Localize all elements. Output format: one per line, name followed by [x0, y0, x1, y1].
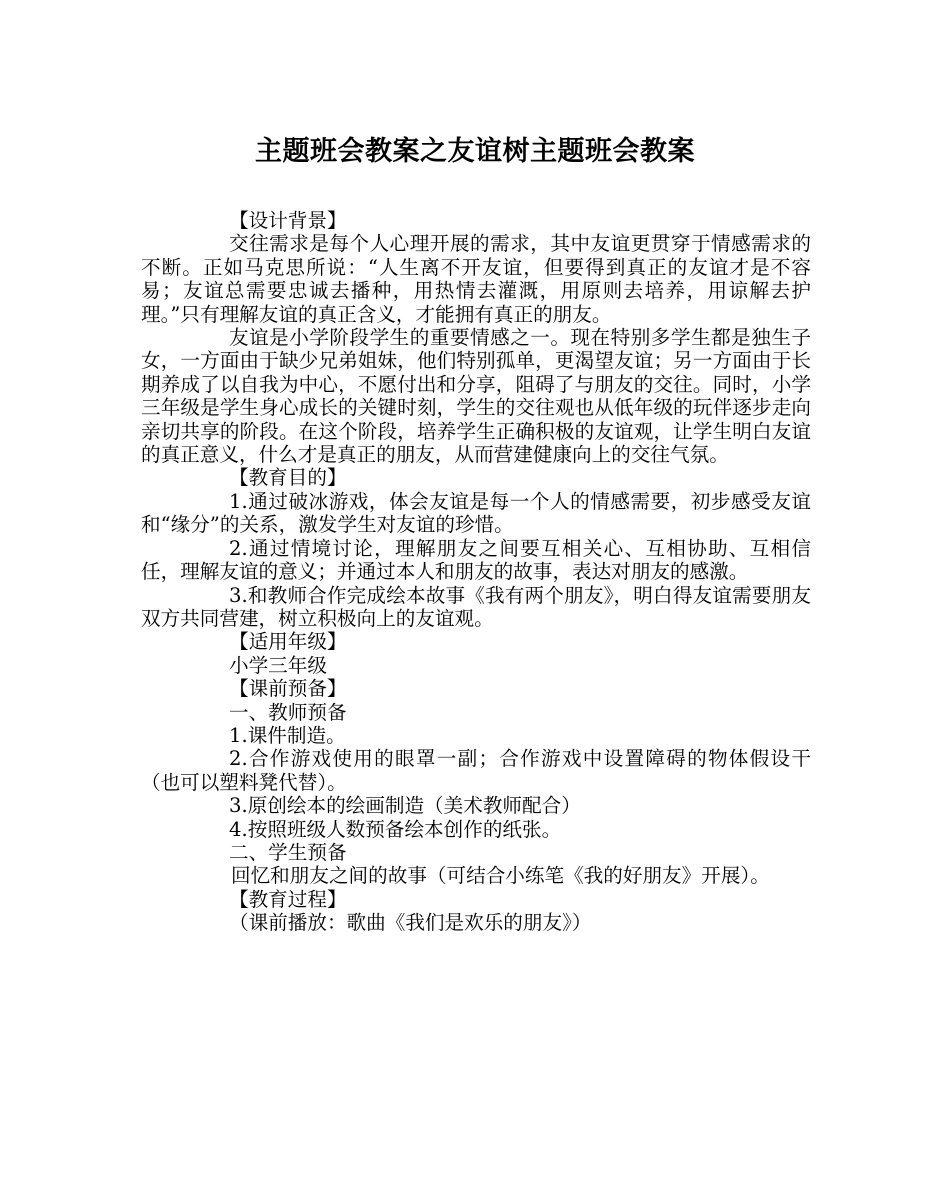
- section-heading-process: 【教育过程】: [229, 887, 347, 911]
- student-prep-item: 回忆和朋友之间的故事（可结合小练笔《我的好朋友》开展）。: [231, 864, 770, 888]
- grade-text: 小学三年级: [229, 653, 327, 677]
- section-heading-background: 【设计背景】: [229, 209, 347, 232]
- teacher-prep-item-3: 3.原创绘本的绘画制造（美术教师配合）: [229, 794, 581, 818]
- document-body: [141, 209, 811, 935]
- process-note: （课前播放：歌曲《我们是欢乐的朋友》）: [229, 911, 592, 935]
- teacher-prep-item-1: 1.课件制造。: [229, 723, 346, 747]
- goal-item-2: 2.通过情境讨论，理解朋友之间要互相关心、互相协助、互相信任，理解友谊的意义；并通过本人和朋友的故事，表达对朋友的感激。: [141, 536, 811, 584]
- section-heading-grade: 【适用年级】: [229, 630, 347, 654]
- goal-item-3: 3.和教师合作完成绘本故事《我有两个朋友》，明白得友谊需要朋友双方共同营建，树立积极向上的友谊观。: [141, 583, 811, 630]
- goal-item-1: 1.通过破冰游戏，体会友谊是每一个人的情感需要，初步感受友谊和“缘分”的关系，激发学生对友谊的珍惜。: [141, 489, 811, 537]
- subheading-student-prep: 二、学生预备: [229, 840, 347, 864]
- section-heading-goals: 【教育目的】: [229, 466, 347, 490]
- document-title: 主题班会教案之友谊树主题班会教案: [255, 136, 695, 167]
- section-heading-preparation: 【课前预备】: [229, 677, 347, 701]
- paragraph-background-2: 友谊是小学阶段学生的重要情感之一。现在特别多学生都是独生子女，一方面由于缺少兄弟姐妹，他们特别孤单，更渴望友谊；另一方面由于长期养成了以自我为中心，不愿付出和分享，阻碍了与朋友的交往。同时，小学三年级是学生身心成长的关键时刻，学生的交往观也从低年级的玩伴逐步走向亲切共享的阶段。在这个阶段，培养学生正确积极的友谊观，让学生明白友谊的真正意义，什么才是真正的朋友，从而营建健康向上的交往气氛。: [141, 326, 811, 467]
- teacher-prep-item-2: 2.合作游戏使用的眼罩一副；合作游戏中设置障碍的物体假设干（也可以塑料凳代替）。: [141, 747, 811, 794]
- teacher-prep-item-4: 4.按照班级人数预备绘本创作的纸张。: [229, 817, 562, 841]
- paragraph-background-1: 交往需求是每个人心理开展的需求，其中友谊更贯穿于情感需求的不断。正如马克思所说：“人生离不开友谊，但要得到真正的友谊才是不容易；友谊总需要忠诚去播种，用热情去灌溉，用原则去培养，用谅解去护理。”只有理解友谊的真正含义，才能拥有真正的朋友。: [141, 232, 811, 326]
- subheading-teacher-prep: 一、教师预备: [229, 700, 347, 724]
